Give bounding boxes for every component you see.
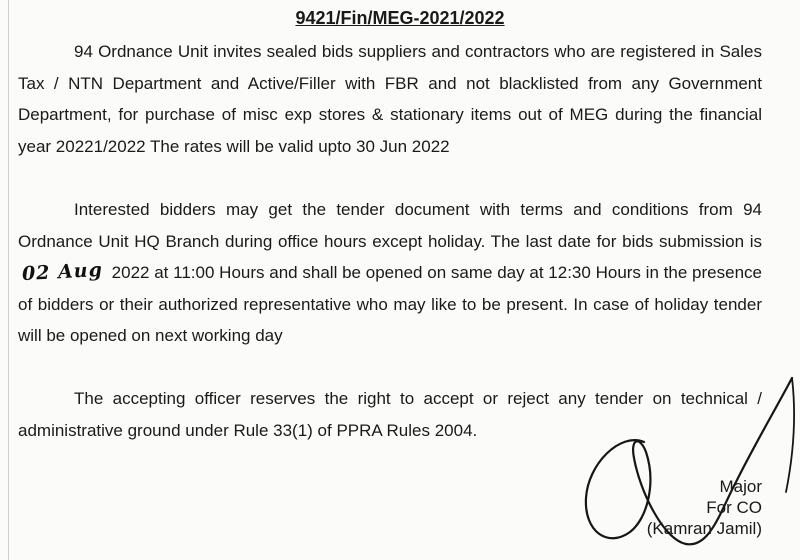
signatory-name: (Kamran Jamil) — [646, 519, 762, 538]
handwritten-date: 02 Aug — [21, 258, 104, 286]
signatory-for-line: For CO — [706, 498, 762, 517]
reference-number: 9421/Fin/MEG-2021/2022 — [295, 8, 505, 28]
paragraph-invitation-text: 94 Ordnance Unit invites sealed bids suppliers and contractors who are registered in Sales Tax / NTN Department and Active/Filler with FBR and not blacklisted from any Government Department, for purchase of misc exp stores & stationary items out of MEG during the financial year 20221/2022 The rates will be valid upto 30 Jun 2022 — [18, 42, 762, 156]
paragraph-reservation-text: The accepting officer reserves the right to accept or reject any tender on technical / administrative ground under Rule 33(1) of PPRA Rules 2004. — [18, 389, 762, 440]
signature-block — [647, 476, 762, 539]
paragraph-submission-text-2: 2022 at 11:00 Hours and shall be opened on same day at 12:30 Hours in the presence of bidders or their authorized representative who may like to be present. In case of holiday tender will be opened on next working day — [18, 263, 762, 345]
signatory-rank: Major — [719, 477, 762, 496]
paragraph-invitation — [18, 36, 762, 162]
paragraph-submission — [18, 194, 762, 352]
paragraph-submission-text-1: Interested bidders may get the tender document with terms and conditions from 94 Ordnance Unit HQ Branch during office hours except holiday. The last date for bids submission is — [18, 200, 762, 251]
page-border — [8, 0, 9, 560]
